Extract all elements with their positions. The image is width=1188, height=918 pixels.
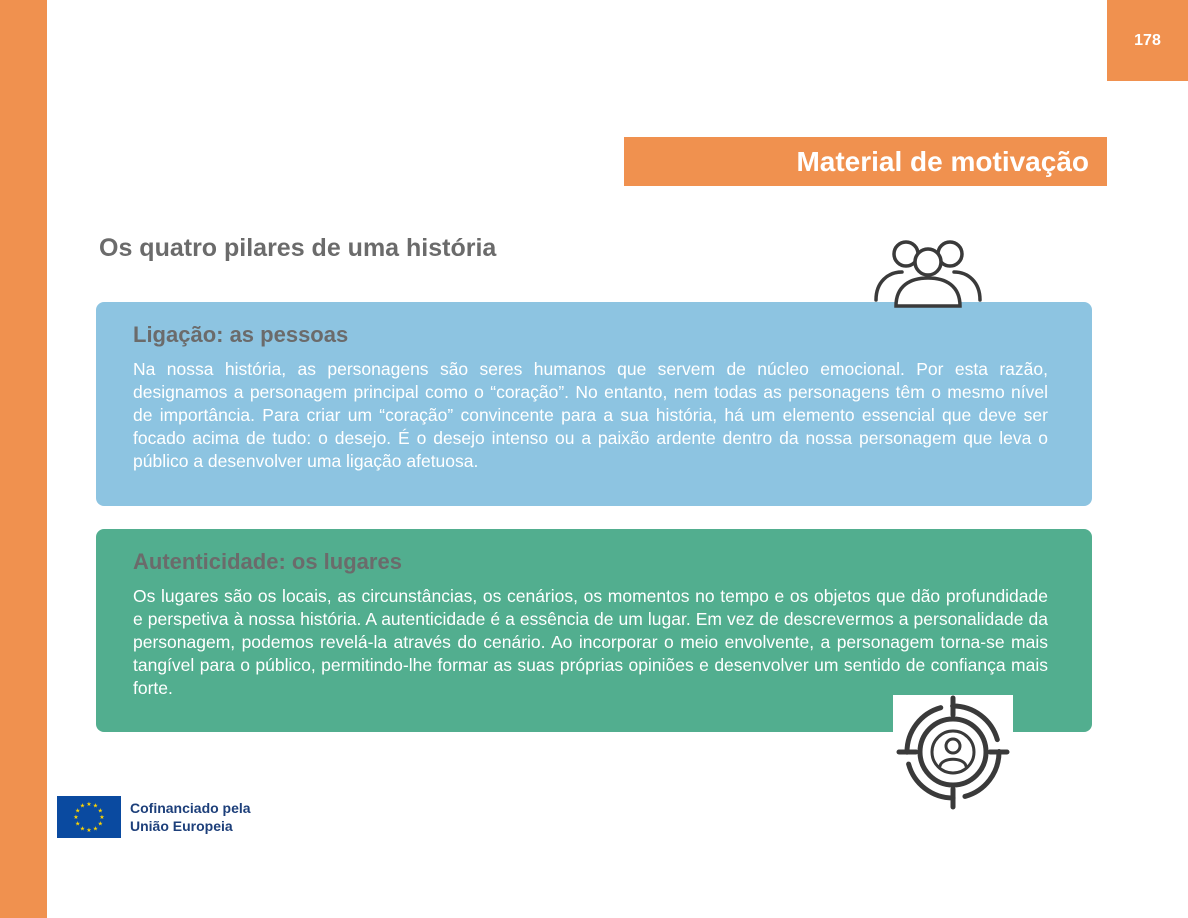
eu-cofunding-label <box>130 799 251 835</box>
eu-star-icon: ★ <box>99 815 105 821</box>
eu-star-icon: ★ <box>92 826 99 833</box>
banner-title: Material de motivação <box>796 145 1089 177</box>
eu-star-icon: ★ <box>79 826 86 833</box>
card-title: Ligação: as pessoas <box>133 322 349 347</box>
eu-star-icon: ★ <box>97 808 103 815</box>
card-title: Autenticidade: os lugares <box>133 549 402 574</box>
card-body: Na nossa história, as personagens são seres humanos que servem de núcleo emocional. Por esta razão, designamos a personagem principal como o “coração”. No entanto, nem todas as personagens têm o mesmo nível de importância. Para criar um “coração” convincente para a sua história, há um elemento essencial que deve ser focado acima de tudo: o desejo. É o desejo intenso ou a paixão ardente dentro da nossa personagem que leva o público a desenvolver uma ligação afetuosa. <box>133 359 1048 471</box>
eu-star-icon: ★ <box>97 821 103 828</box>
page-number-badge <box>1107 0 1188 81</box>
eu-star-icon: ★ <box>73 815 79 821</box>
people-group-icon <box>843 208 1013 340</box>
eu-star-icon: ★ <box>86 802 92 808</box>
eu-star-icon: ★ <box>79 803 86 810</box>
person-target-icon <box>893 695 1013 810</box>
eu-star-icon: ★ <box>92 803 99 810</box>
section-banner <box>624 137 1107 186</box>
page-heading: Os quatro pilares de uma história <box>99 234 497 262</box>
eu-star-icon: ★ <box>75 821 81 828</box>
eu-star-icon: ★ <box>75 808 81 815</box>
eu-line-1: Cofinanciado pela <box>130 800 251 816</box>
left-accent-bar <box>0 0 47 918</box>
eu-flag-icon <box>57 796 121 838</box>
page-number: 178 <box>1134 31 1161 49</box>
eu-star-icon: ★ <box>86 828 92 834</box>
card-body: Os lugares são os locais, as circunstâncias, os cenários, os momentos no tempo e os objetos que dão profundidade e perspetiva à nossa história. A autenticidade é a essência de um lugar. Em vez de descrevermos a personalidade da personagem, podemos revelá-la através do cenário. Ao incorporar o meio envolvente, a personagem torna-se mais tangível para o público, permitindo-lhe formar as suas próprias opiniões e desenvolver um sentido de confiança mais forte. <box>133 586 1048 698</box>
eu-line-2: União Europeia <box>130 818 233 834</box>
